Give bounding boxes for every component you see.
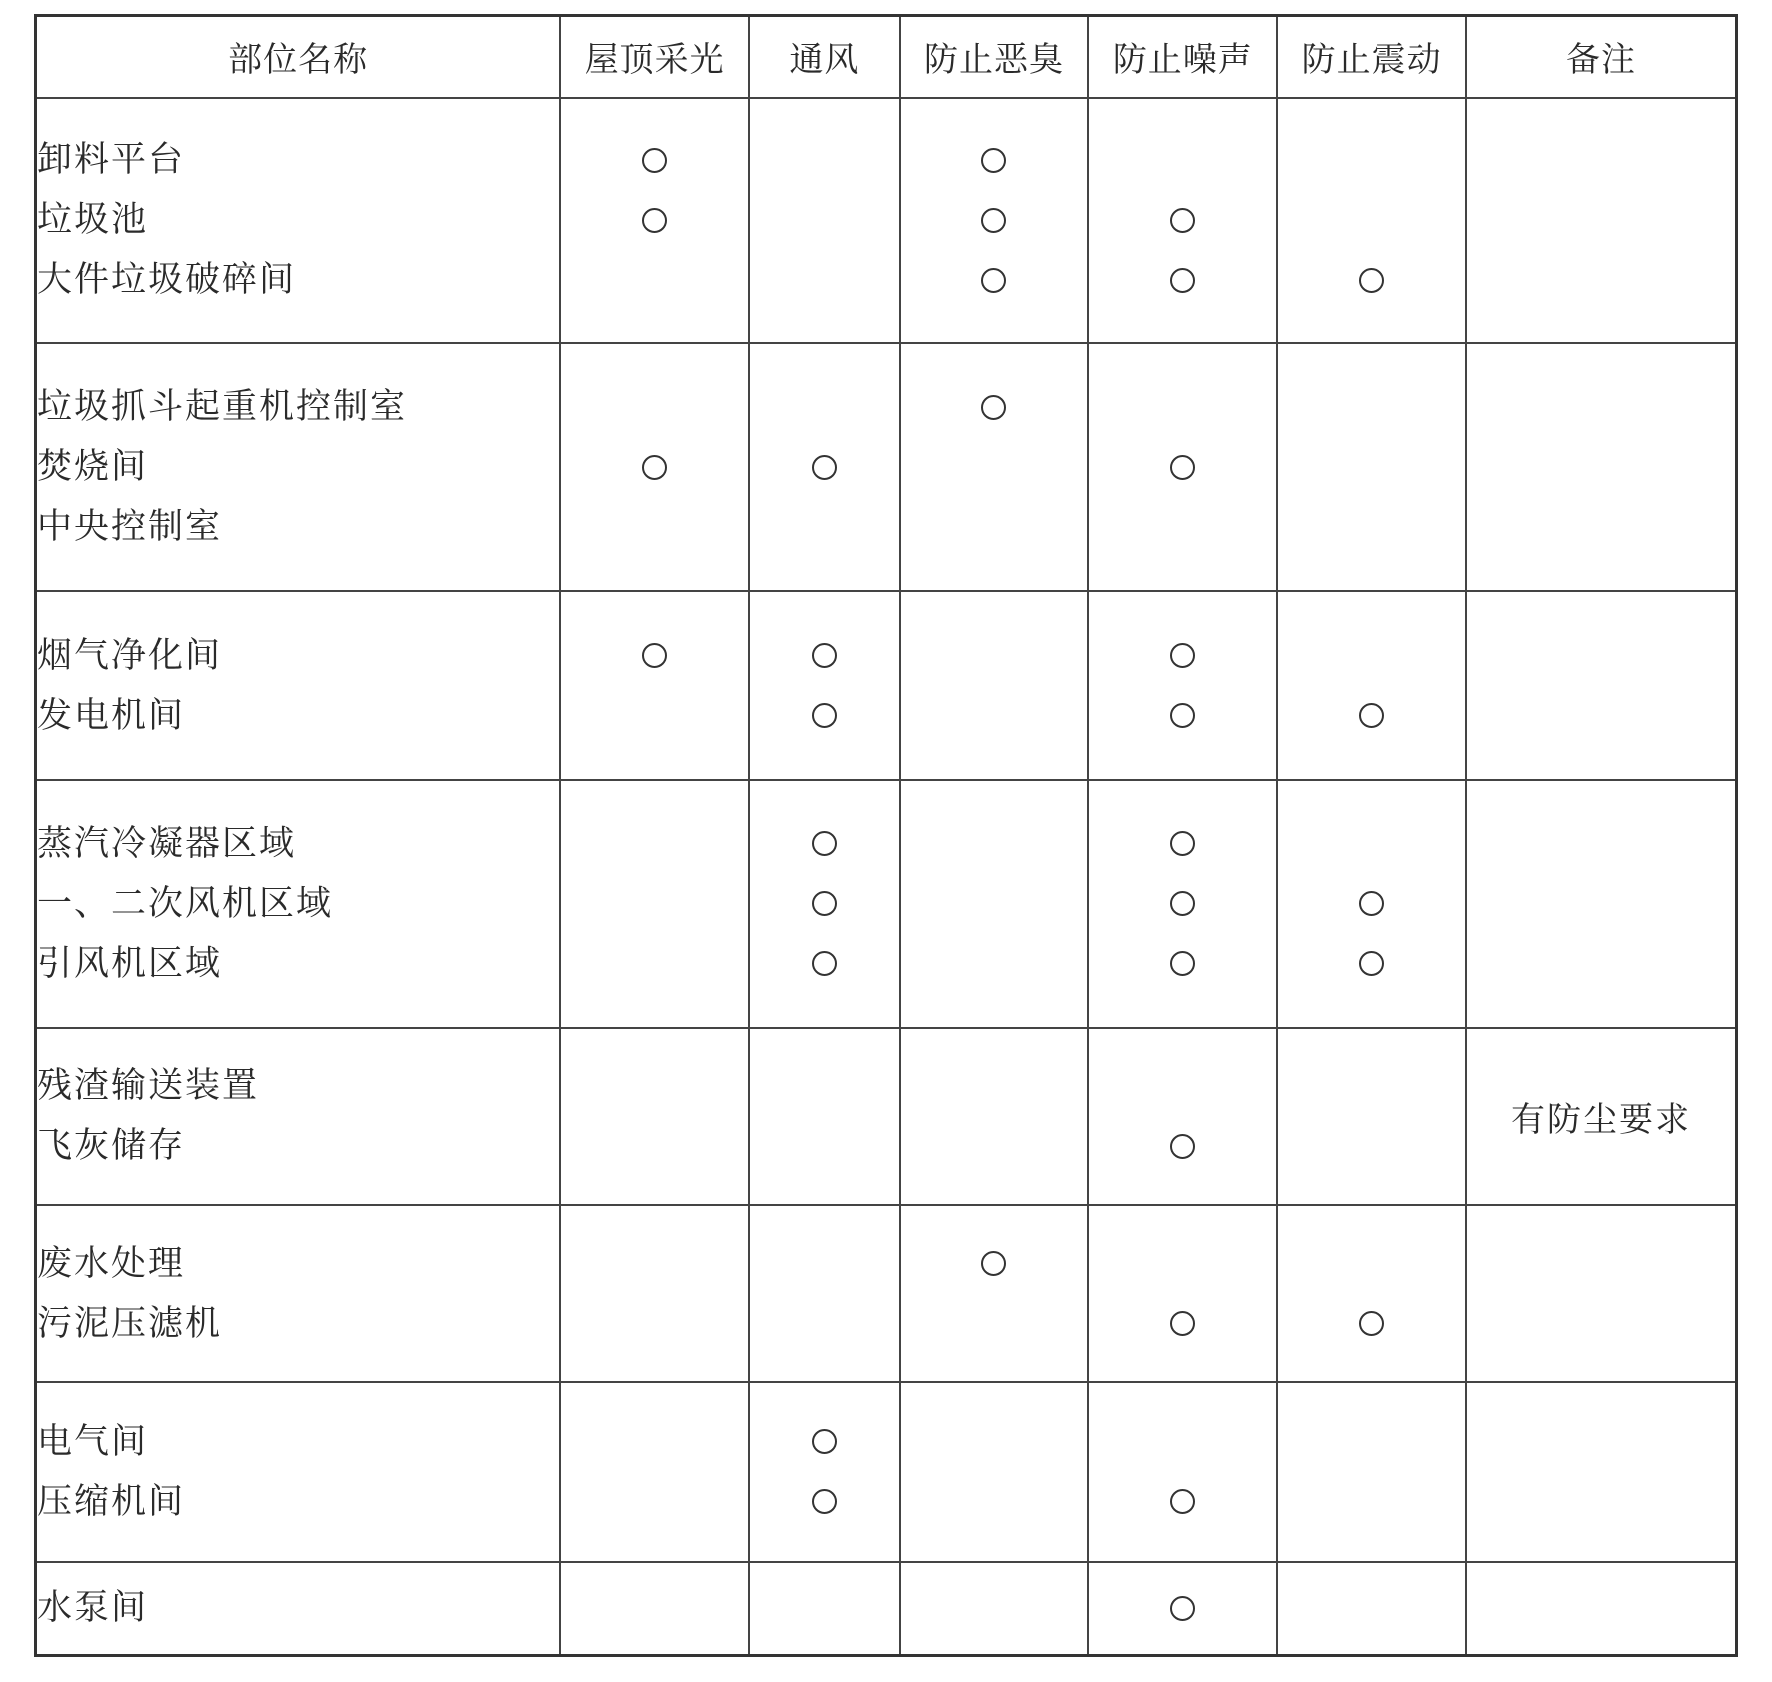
table-row-group bbox=[36, 1028, 1737, 1205]
remark-cell bbox=[1466, 1205, 1736, 1382]
mark-slot bbox=[750, 250, 898, 310]
mark-slot bbox=[1278, 190, 1465, 250]
header-ventilation: 通风 bbox=[749, 16, 899, 98]
location-name: 蒸汽冷凝器区域 bbox=[37, 823, 297, 864]
vibration-prevention-cell bbox=[1277, 1562, 1466, 1656]
mark-slot bbox=[1278, 1472, 1465, 1532]
circle-mark-icon bbox=[1170, 831, 1195, 856]
mark-slot bbox=[750, 377, 898, 437]
mark-slot bbox=[561, 250, 748, 310]
mark-slot bbox=[901, 874, 1088, 934]
location-name: 残渣输送装置 bbox=[37, 1066, 260, 1107]
location-names-cell bbox=[36, 1562, 561, 1656]
mark-slot bbox=[561, 874, 748, 934]
table-row-group bbox=[36, 1382, 1737, 1561]
mark-slot bbox=[1278, 686, 1465, 746]
mark-slot bbox=[901, 686, 1088, 746]
vibration-prevention-cell bbox=[1277, 1382, 1466, 1561]
circle-mark-icon bbox=[642, 208, 667, 233]
remark-cell bbox=[1466, 591, 1736, 780]
circle-mark-icon bbox=[1359, 951, 1384, 976]
table-row-group bbox=[36, 1562, 1737, 1656]
mark-slot bbox=[1089, 1412, 1276, 1472]
circle-mark-icon bbox=[812, 1489, 837, 1514]
location-name: 中央控制室 bbox=[37, 507, 223, 548]
location-name: 焚烧间 bbox=[37, 447, 149, 488]
mark-slot bbox=[561, 1234, 748, 1294]
remark-cell bbox=[1466, 1382, 1736, 1561]
mark-slot bbox=[561, 1294, 748, 1354]
roof-lighting-cell bbox=[560, 1205, 749, 1382]
mark-slot bbox=[561, 1472, 748, 1532]
mark-slot bbox=[1089, 1472, 1276, 1532]
circle-mark-icon bbox=[1359, 1311, 1384, 1336]
mark-slot bbox=[1089, 1234, 1276, 1294]
circle-mark-icon bbox=[812, 951, 837, 976]
location-name: 电气间 bbox=[37, 1421, 149, 1462]
mark-slot bbox=[750, 1578, 898, 1638]
odor-prevention-cell bbox=[900, 780, 1089, 1028]
ventilation-cell bbox=[749, 98, 899, 344]
mark-slot bbox=[1089, 1294, 1276, 1354]
mark-slot bbox=[1089, 814, 1276, 874]
circle-mark-icon bbox=[1170, 1134, 1195, 1159]
roof-lighting-cell bbox=[560, 780, 749, 1028]
circle-mark-icon bbox=[981, 148, 1006, 173]
mark-slot bbox=[901, 934, 1088, 994]
circle-mark-icon bbox=[1359, 268, 1384, 293]
mark-slot bbox=[561, 497, 748, 557]
location-names-cell bbox=[36, 780, 561, 1028]
noise-prevention-cell bbox=[1088, 343, 1277, 591]
mark-slot bbox=[901, 1234, 1088, 1294]
mark-slot bbox=[1278, 250, 1465, 310]
table-row-group bbox=[36, 98, 1737, 344]
location-name: 一、二次风机区域 bbox=[37, 883, 334, 924]
circle-mark-icon bbox=[1170, 643, 1195, 668]
circle-mark-icon bbox=[1170, 703, 1195, 728]
mark-slot bbox=[561, 1116, 748, 1176]
location-names-cell bbox=[36, 1205, 561, 1382]
noise-prevention-cell bbox=[1088, 1562, 1277, 1656]
circle-mark-icon bbox=[1170, 1596, 1195, 1621]
roof-lighting-cell bbox=[560, 343, 749, 591]
mark-slot bbox=[750, 686, 898, 746]
circle-mark-icon bbox=[981, 395, 1006, 420]
table-body bbox=[36, 98, 1737, 1656]
mark-slot bbox=[1278, 814, 1465, 874]
vibration-prevention-cell bbox=[1277, 1028, 1466, 1205]
odor-prevention-cell bbox=[900, 343, 1089, 591]
circle-mark-icon bbox=[812, 643, 837, 668]
vibration-prevention-cell bbox=[1277, 1205, 1466, 1382]
mark-slot bbox=[561, 1578, 748, 1638]
mark-slot bbox=[750, 497, 898, 557]
table-row-group bbox=[36, 343, 1737, 591]
mark-slot bbox=[901, 377, 1088, 437]
location-names-cell bbox=[36, 343, 561, 591]
odor-prevention-cell bbox=[900, 1562, 1089, 1656]
circle-mark-icon bbox=[1359, 891, 1384, 916]
location-names-cell bbox=[36, 1028, 561, 1205]
ventilation-cell bbox=[749, 1562, 899, 1656]
location-name: 垃圾池 bbox=[37, 200, 149, 241]
odor-prevention-cell bbox=[900, 1382, 1089, 1561]
mark-slot bbox=[1278, 1116, 1465, 1176]
mark-slot bbox=[1089, 250, 1276, 310]
requirements-table-container bbox=[34, 14, 1738, 1657]
mark-slot bbox=[1278, 377, 1465, 437]
mark-slot bbox=[1278, 626, 1465, 686]
mark-slot bbox=[1089, 130, 1276, 190]
mark-slot bbox=[750, 1116, 898, 1176]
ventilation-cell bbox=[749, 343, 899, 591]
location-names-cell bbox=[36, 591, 561, 780]
mark-slot bbox=[561, 437, 748, 497]
mark-slot bbox=[1089, 1056, 1276, 1116]
table-row-group bbox=[36, 1205, 1737, 1382]
mark-slot bbox=[1089, 497, 1276, 557]
mark-slot bbox=[901, 497, 1088, 557]
mark-slot bbox=[561, 377, 748, 437]
circle-mark-icon bbox=[1170, 1489, 1195, 1514]
ventilation-cell bbox=[749, 591, 899, 780]
mark-slot bbox=[1089, 1116, 1276, 1176]
mark-slot bbox=[750, 130, 898, 190]
odor-prevention-cell bbox=[900, 1028, 1089, 1205]
mark-slot bbox=[561, 814, 748, 874]
vibration-prevention-cell bbox=[1277, 343, 1466, 591]
mark-slot bbox=[1089, 190, 1276, 250]
mark-slot bbox=[750, 190, 898, 250]
location-name: 飞灰储存 bbox=[37, 1126, 186, 1167]
location-name: 污泥压滤机 bbox=[37, 1303, 223, 1344]
noise-prevention-cell bbox=[1088, 1382, 1277, 1561]
mark-slot bbox=[1089, 437, 1276, 497]
location-name: 引风机区域 bbox=[37, 943, 223, 984]
mark-slot bbox=[750, 874, 898, 934]
circle-mark-icon bbox=[812, 455, 837, 480]
circle-mark-icon bbox=[981, 1251, 1006, 1276]
noise-prevention-cell bbox=[1088, 1205, 1277, 1382]
mark-slot bbox=[750, 1412, 898, 1472]
vibration-prevention-cell bbox=[1277, 591, 1466, 780]
mark-slot bbox=[901, 1056, 1088, 1116]
mark-slot bbox=[901, 1116, 1088, 1176]
mark-slot bbox=[561, 190, 748, 250]
mark-slot bbox=[901, 1578, 1088, 1638]
location-names-cell bbox=[36, 98, 561, 344]
circle-mark-icon bbox=[981, 268, 1006, 293]
odor-prevention-cell bbox=[900, 98, 1089, 344]
circle-mark-icon bbox=[1359, 703, 1384, 728]
mark-slot bbox=[1089, 377, 1276, 437]
noise-prevention-cell bbox=[1088, 780, 1277, 1028]
mark-slot bbox=[1278, 1412, 1465, 1472]
location-name: 卸料平台 bbox=[37, 140, 186, 181]
mark-slot bbox=[561, 686, 748, 746]
mark-slot bbox=[750, 1472, 898, 1532]
header-remarks: 备注 bbox=[1466, 16, 1736, 98]
circle-mark-icon bbox=[981, 208, 1006, 233]
roof-lighting-cell bbox=[560, 1382, 749, 1561]
circle-mark-icon bbox=[1170, 891, 1195, 916]
mark-slot bbox=[750, 1056, 898, 1116]
odor-prevention-cell bbox=[900, 1205, 1089, 1382]
circle-mark-icon bbox=[1170, 1311, 1195, 1336]
circle-mark-icon bbox=[812, 831, 837, 856]
circle-mark-icon bbox=[1170, 951, 1195, 976]
mark-slot bbox=[750, 626, 898, 686]
location-name: 废水处理 bbox=[37, 1243, 186, 1284]
circle-mark-icon bbox=[642, 455, 667, 480]
location-name: 水泵间 bbox=[37, 1588, 149, 1629]
circle-mark-icon bbox=[1170, 268, 1195, 293]
mark-slot bbox=[901, 1472, 1088, 1532]
table-header-row bbox=[36, 16, 1737, 98]
circle-mark-icon bbox=[1170, 455, 1195, 480]
mark-slot bbox=[1278, 874, 1465, 934]
remark-cell: 有防尘要求 bbox=[1466, 1028, 1736, 1205]
mark-slot bbox=[1278, 1294, 1465, 1354]
mark-slot bbox=[561, 934, 748, 994]
mark-slot bbox=[1089, 1578, 1276, 1638]
mark-slot bbox=[901, 1294, 1088, 1354]
building-requirements-table bbox=[34, 14, 1738, 1657]
location-name: 烟气净化间 bbox=[37, 635, 223, 676]
mark-slot bbox=[1278, 1056, 1465, 1116]
mark-slot bbox=[901, 814, 1088, 874]
circle-mark-icon bbox=[642, 148, 667, 173]
remark-cell bbox=[1466, 1562, 1736, 1656]
mark-slot bbox=[750, 934, 898, 994]
vibration-prevention-cell bbox=[1277, 780, 1466, 1028]
mark-slot bbox=[561, 130, 748, 190]
mark-slot bbox=[1278, 934, 1465, 994]
ventilation-cell bbox=[749, 1205, 899, 1382]
mark-slot bbox=[561, 1412, 748, 1472]
mark-slot bbox=[901, 626, 1088, 686]
mark-slot bbox=[1089, 686, 1276, 746]
noise-prevention-cell bbox=[1088, 98, 1277, 344]
noise-prevention-cell bbox=[1088, 591, 1277, 780]
remark-cell bbox=[1466, 98, 1736, 344]
roof-lighting-cell bbox=[560, 98, 749, 344]
mark-slot bbox=[750, 1294, 898, 1354]
vibration-prevention-cell bbox=[1277, 98, 1466, 344]
mark-slot bbox=[901, 190, 1088, 250]
mark-slot bbox=[901, 1412, 1088, 1472]
roof-lighting-cell bbox=[560, 591, 749, 780]
location-name: 垃圾抓斗起重机控制室 bbox=[37, 387, 408, 428]
location-name: 压缩机间 bbox=[37, 1481, 186, 1522]
mark-slot bbox=[901, 130, 1088, 190]
circle-mark-icon bbox=[812, 703, 837, 728]
mark-slot bbox=[1278, 497, 1465, 557]
header-odor-prevention: 防止恶臭 bbox=[900, 16, 1089, 98]
mark-slot bbox=[1278, 1234, 1465, 1294]
mark-slot bbox=[1278, 130, 1465, 190]
ventilation-cell bbox=[749, 780, 899, 1028]
location-name: 大件垃圾破碎间 bbox=[37, 260, 297, 301]
circle-mark-icon bbox=[1170, 208, 1195, 233]
mark-slot bbox=[561, 626, 748, 686]
mark-slot bbox=[1278, 1578, 1465, 1638]
roof-lighting-cell bbox=[560, 1562, 749, 1656]
mark-slot bbox=[1278, 437, 1465, 497]
mark-slot bbox=[901, 250, 1088, 310]
table-row-group bbox=[36, 591, 1737, 780]
mark-slot bbox=[1089, 626, 1276, 686]
header-vibration-prevention: 防止震动 bbox=[1277, 16, 1466, 98]
circle-mark-icon bbox=[642, 643, 667, 668]
mark-slot bbox=[901, 437, 1088, 497]
remark-cell bbox=[1466, 780, 1736, 1028]
mark-slot bbox=[750, 814, 898, 874]
header-noise-prevention: 防止噪声 bbox=[1088, 16, 1277, 98]
mark-slot bbox=[561, 1056, 748, 1116]
roof-lighting-cell bbox=[560, 1028, 749, 1205]
remark-cell bbox=[1466, 343, 1736, 591]
mark-slot bbox=[750, 437, 898, 497]
header-location-name: 部位名称 bbox=[36, 16, 561, 98]
location-name: 发电机间 bbox=[37, 695, 186, 736]
location-names-cell bbox=[36, 1382, 561, 1561]
header-roof-lighting: 屋顶采光 bbox=[560, 16, 749, 98]
circle-mark-icon bbox=[812, 1429, 837, 1454]
noise-prevention-cell bbox=[1088, 1028, 1277, 1205]
ventilation-cell bbox=[749, 1028, 899, 1205]
circle-mark-icon bbox=[812, 891, 837, 916]
mark-slot bbox=[1089, 874, 1276, 934]
ventilation-cell bbox=[749, 1382, 899, 1561]
mark-slot bbox=[1089, 934, 1276, 994]
table-row-group bbox=[36, 780, 1737, 1028]
mark-slot bbox=[750, 1234, 898, 1294]
odor-prevention-cell bbox=[900, 591, 1089, 780]
